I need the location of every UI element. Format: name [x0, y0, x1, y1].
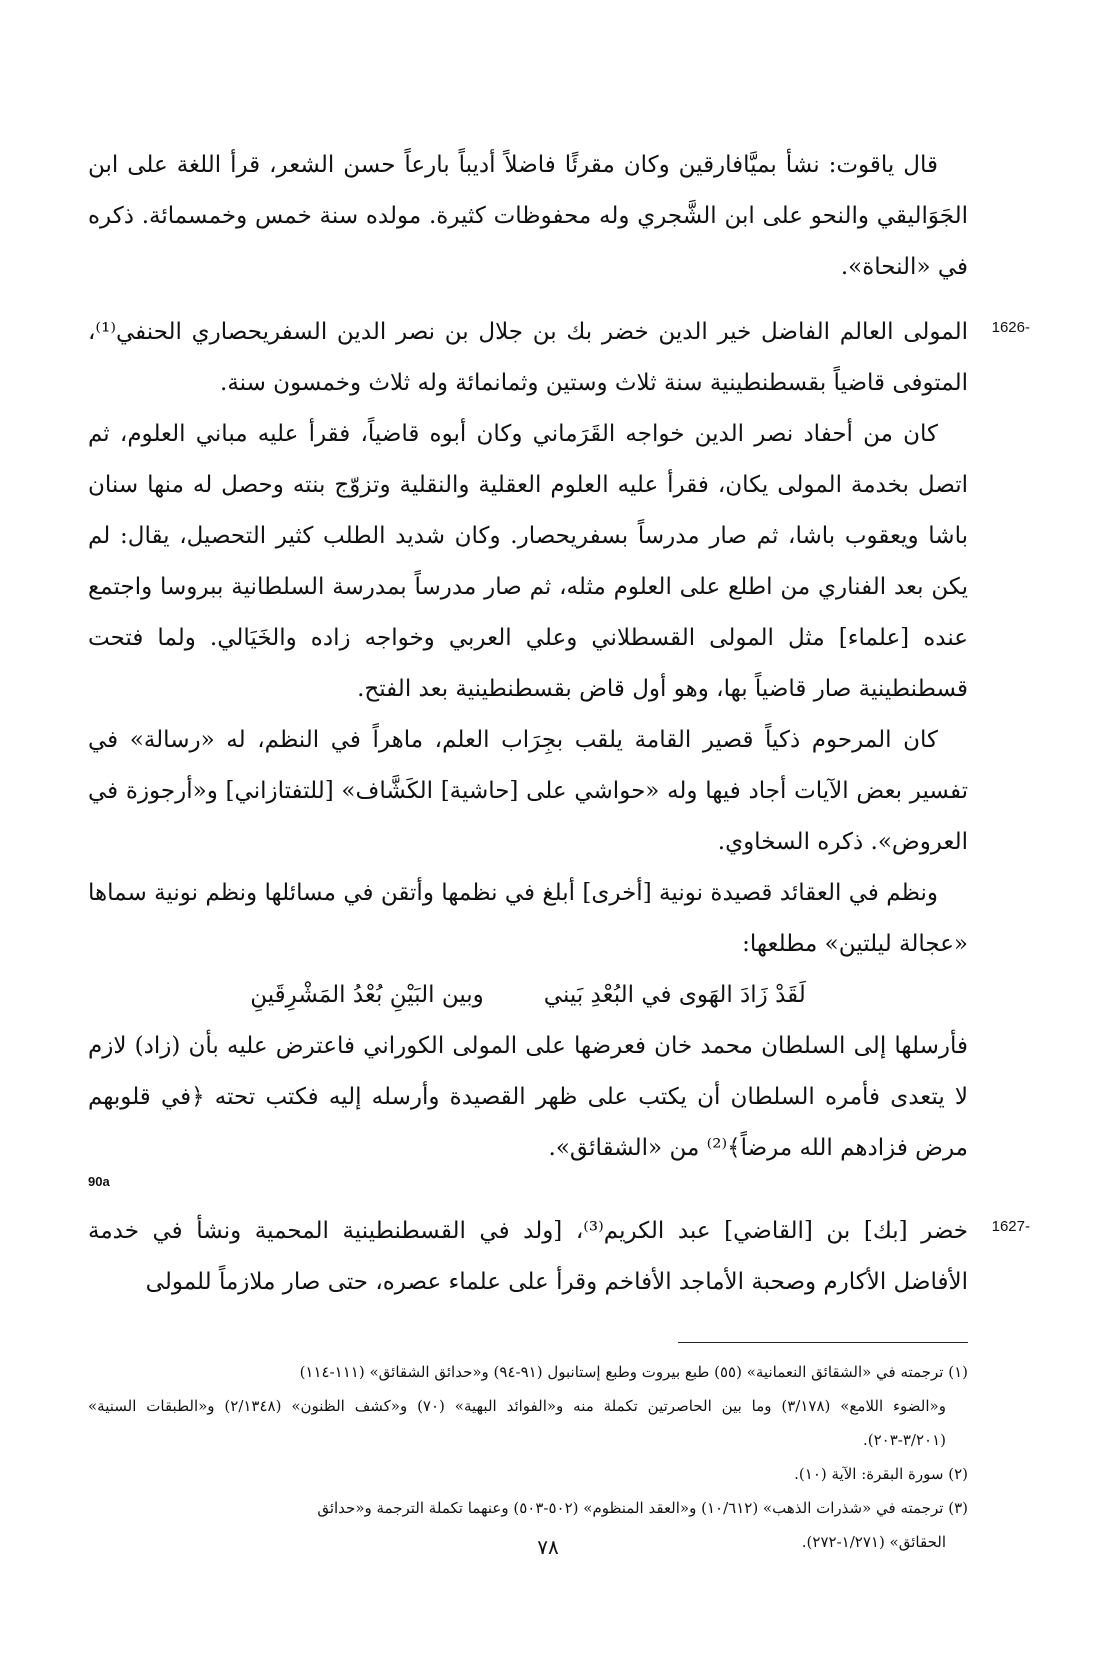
footnote: (٢) سورة البقرة: الآية (١٠).	[794, 1465, 968, 1483]
entry-paragraph: كان المرحوم ذكياً قصير القامة يلقب بجِرَاب العلم، ماهراً في النظم، له «رسالة» في تفسير بعض الآيات أجاد فيها وله «حواشي على [حاشية] الكَشَّاف» [للتفتازاني] و«أرجوزة في العروض». ذكره السخاوي.	[88, 727, 968, 855]
entry-heading: خضر [بك] بن [القاضي] عبد الكريم⁽³⁾، [ولد في القسطنطينية المحمية ونشأ في خدمة الأفاضل الأكارم وصحبة الأماجد الأفاخم وقرأ على علماء عصره، حتى صار ملازماً للمولى	[88, 1218, 968, 1295]
footnote-continuation: و«الضوء اللامع» (٣/١٧٨) وما بين الحاصرتين تكملة منه و«الفوائد البهية» (٧٠) و«كشف الظنون» (٢/١٣٤٨) و«الطبقات السنية» (٣/٢٠١-٢٠٣).	[88, 1397, 946, 1449]
entry-paragraph: فأرسلها إلى السلطان محمد خان فعرضها على المولى الكوراني فاعترض عليه بأن (زاد) لازم لا يتعدى فأمره السلطان أن يكتب على ظهر القصيدة وأرسله إليه فكتب تحته ﴿في قلوبهم مرض فزادهم الله مرضاً﴾⁽²⁾ من «الشقائق».	[88, 1033, 968, 1161]
verse-hemistich-1: لَقَدْ زَادَ الهَوى في البُعْدِ بَيني	[543, 982, 806, 1008]
verse-hemistich-2: وبين البَيْنِ بُعْدُ المَشْرِقَينِ	[250, 982, 484, 1008]
entry-number: 1626-	[991, 319, 1030, 336]
footnote: (١) ترجمته في «الشقائق النعمانية» (٥٥) طبع بيروت وطبع إستانبول (٩١-٩٤) و«حدائق الشقائق» (١١١-١١٤)	[299, 1363, 968, 1381]
footnotes	[88, 1355, 968, 1559]
folio-marker: 90a	[88, 1174, 110, 1189]
entry-1626	[88, 307, 1030, 1174]
entry-paragraph: كان من أحفاد نصر الدين خواجه القَرَماني وكان أبوه قاضياً، فقرأ عليه مباني العلوم، ثم اتصل بخدمة المولى يكان، فقرأ عليه العلوم العقلية والنقلية وتزوّج بنته وحصل له منها سنان باشا ويعقوب باشا، ثم صار مدرساً بسفريحصار. وكان شديد الطلب كثير التحصيل، يقال: لم يكن بعد الفناري من اطلع على العلوم مثله، ثم صار مدرساً بمدرسة السلطانية ببروسا واجتمع عنده [علماء] مثل المولى القسطلاني وعلي العربي وخواجه زاده والخَيَالي. ولما فتحت قسطنطينية صار قاضياً بها، وهو أول قاض بقسطنطينية بعد الفتح.	[88, 421, 968, 702]
poem-verse	[88, 970, 968, 1021]
footnote-continuation: الحقائق» (١/٢٧١-٢٧٢).	[801, 1533, 946, 1551]
intro-paragraph: قال ياقوت: نشأ بميَّافارقين وكان مقرئًا فاضلاً أديباً بارعاً حسن الشعر، قرأ اللغة على ابن الجَوَاليقي والنحو على ابن الشَّجري وله محفوظات كثيرة. مولده سنة خمس وخمسمائة. ذكره في «النحاة».	[88, 152, 968, 280]
margin-row	[88, 1174, 968, 1196]
entry-paragraph: ونظم في العقائد قصيدة نونية [أخرى] أبلغ في نظمها وأتقن في مسائلها ونظم نونية سماها «عجالة ليلتين» مطلعها:	[88, 880, 968, 957]
entry-heading: المولى العالم الفاضل خير الدين خضر بك بن جلال بن نصر الدين السفريحصاري الحنفي⁽¹⁾، المتوفى قاضياً بقسطنطينية سنة ثلاث وستين وثمانمائة وله ثلاث وخمسون سنة.	[88, 319, 968, 396]
entry-number: 1627-	[991, 1218, 1030, 1235]
footnote-separator	[678, 1342, 968, 1343]
footnote: (٣) ترجمته في «شذرات الذهب» (١٠/٦١٢) و«العقد المنظوم» (٥٠٢-٥٠٣) وعنهما تكملة الترجمة و«حدائق	[317, 1499, 968, 1517]
main-text	[88, 140, 1030, 1559]
page-number: ٧٨	[537, 1535, 559, 1559]
entry-1627	[88, 1206, 1030, 1308]
